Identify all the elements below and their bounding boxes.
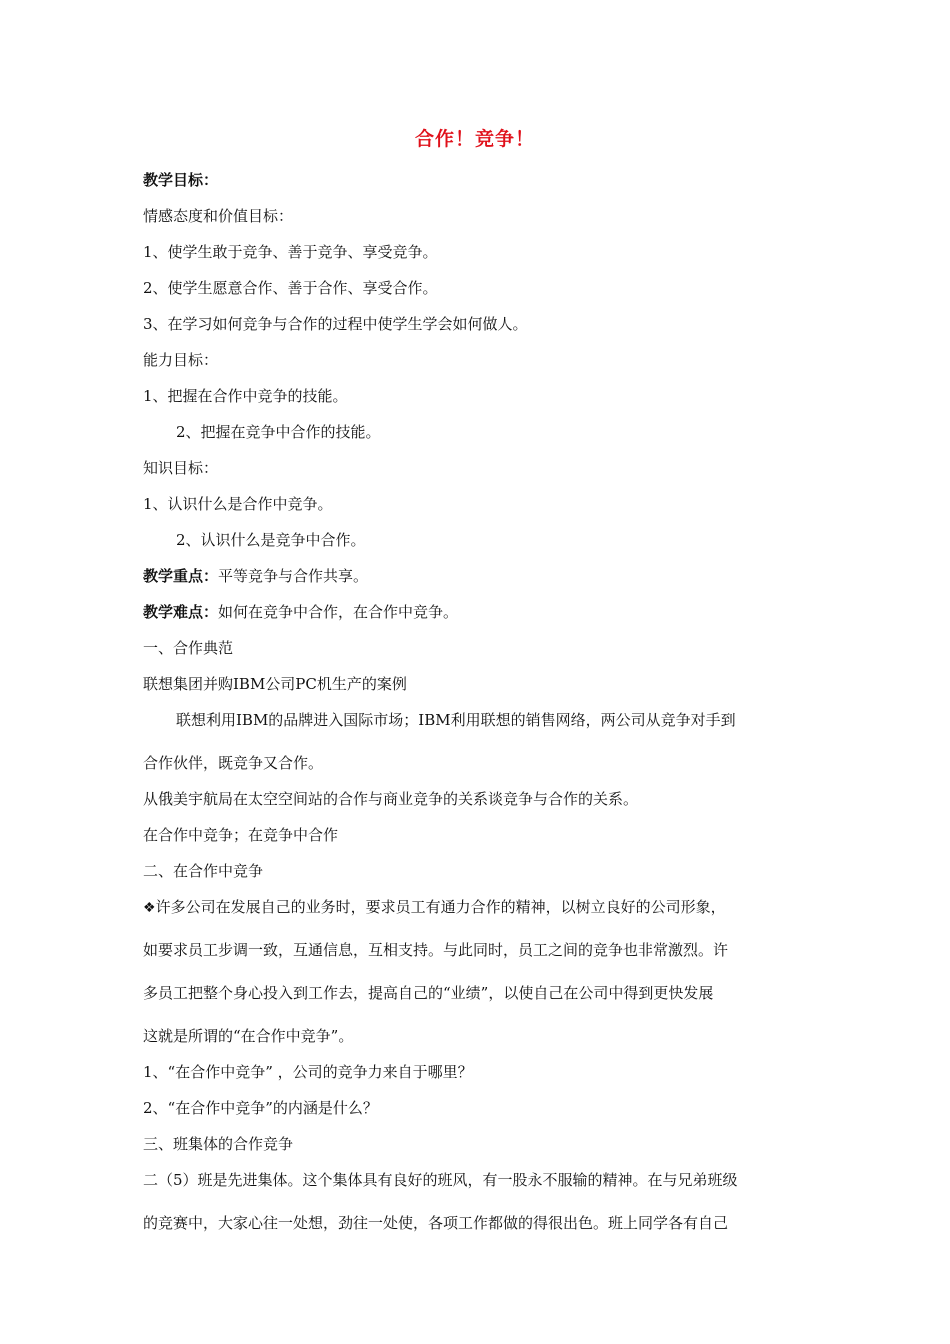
emotion-item: 1、使学生敢于竞争、善于竞争、享受竞争。 xyxy=(143,243,438,261)
document-body xyxy=(143,162,809,1241)
section1-heading: 一、合作典范 xyxy=(143,639,234,657)
section3-heading: 三、班集体的合作竞争 xyxy=(143,1135,294,1153)
section2-paragraph-line: 多员工把整个身心投入到工作去，提高自己的“业绩”，以使自己在公司中得到更快发展 xyxy=(143,984,714,1002)
section1-extra: 从俄美宇航局在太空空间站的合作与商业竞争的关系谈竞争与合作的关系。 xyxy=(143,790,639,808)
knowledge-heading: 知识目标： xyxy=(143,459,219,477)
section1-case-title: 联想集团并购IBM公司PC机生产的案例 xyxy=(143,675,407,693)
difficulty-label: 教学难点： xyxy=(143,603,219,621)
section3-paragraph-line: 的竞赛中，大家心往一处想，劲往一处使，各项工作都做的得很出色。班上同学各有自己 xyxy=(143,1214,729,1232)
key-point-text: 平等竞争与合作共享。 xyxy=(218,567,369,585)
section1-summary: 在合作中竞争；在竞争中合作 xyxy=(143,826,339,844)
key-point xyxy=(143,558,809,594)
emotion-item: 3、在学习如何竞争与合作的过程中使学生学会如何做人。 xyxy=(143,315,528,333)
ability-item: 1、把握在合作中竞争的技能。 xyxy=(143,387,348,405)
ability-item: 2、把握在竞争中合作的技能。 xyxy=(176,423,381,441)
section1-case-text: 联想利用IBM的品牌进入国际市场；IBM利用联想的销售网络，两公司从竞争对手到 xyxy=(176,711,736,729)
emotion-item: 2、使学生愿意合作、善于合作、享受合作。 xyxy=(143,279,438,297)
ability-heading: 能力目标： xyxy=(143,351,219,369)
difficulty xyxy=(143,594,809,630)
objectives-heading: 教学目标： xyxy=(143,171,219,189)
diamond-bullet-icon: ❖ xyxy=(143,900,156,916)
knowledge-item: 1、认识什么是合作中竞争。 xyxy=(143,495,333,513)
section2-question: 2、“在合作中竞争”的内涵是什么？ xyxy=(143,1099,378,1117)
section2-heading: 二、在合作中竞争 xyxy=(143,862,264,880)
document-title: 合作！竞争！ xyxy=(414,128,535,150)
section2-paragraph-line: 如要求员工步调一致，互通信息，互相支持。与此同时，员工之间的竞争也非常激烈。许 xyxy=(143,941,729,959)
section2-question: 1、“在合作中竞争” ，公司的竞争力来自于哪里？ xyxy=(143,1063,473,1081)
knowledge-item: 2、认识什么是竞争中合作。 xyxy=(176,531,366,549)
section3-paragraph-line: 二（5）班是先进集体。这个集体具有良好的班风，有一股永不服输的精神。在与兄弟班级 xyxy=(143,1171,738,1189)
emotion-heading: 情感态度和价值目标： xyxy=(143,207,294,225)
section2-paragraph-text: 许多公司在发展自己的业务时，要求员工有通力合作的精神，以树立良好的公司形象， xyxy=(155,898,726,916)
difficulty-text: 如何在竞争中合作，在合作中竞争。 xyxy=(218,603,459,621)
section1-case-text: 合作伙伴，既竞争又合作。 xyxy=(143,754,324,772)
key-point-label: 教学重点： xyxy=(143,567,219,585)
section2-paragraph-line xyxy=(143,889,809,932)
section2-paragraph-line: 这就是所谓的“在合作中竞争”。 xyxy=(143,1027,354,1045)
